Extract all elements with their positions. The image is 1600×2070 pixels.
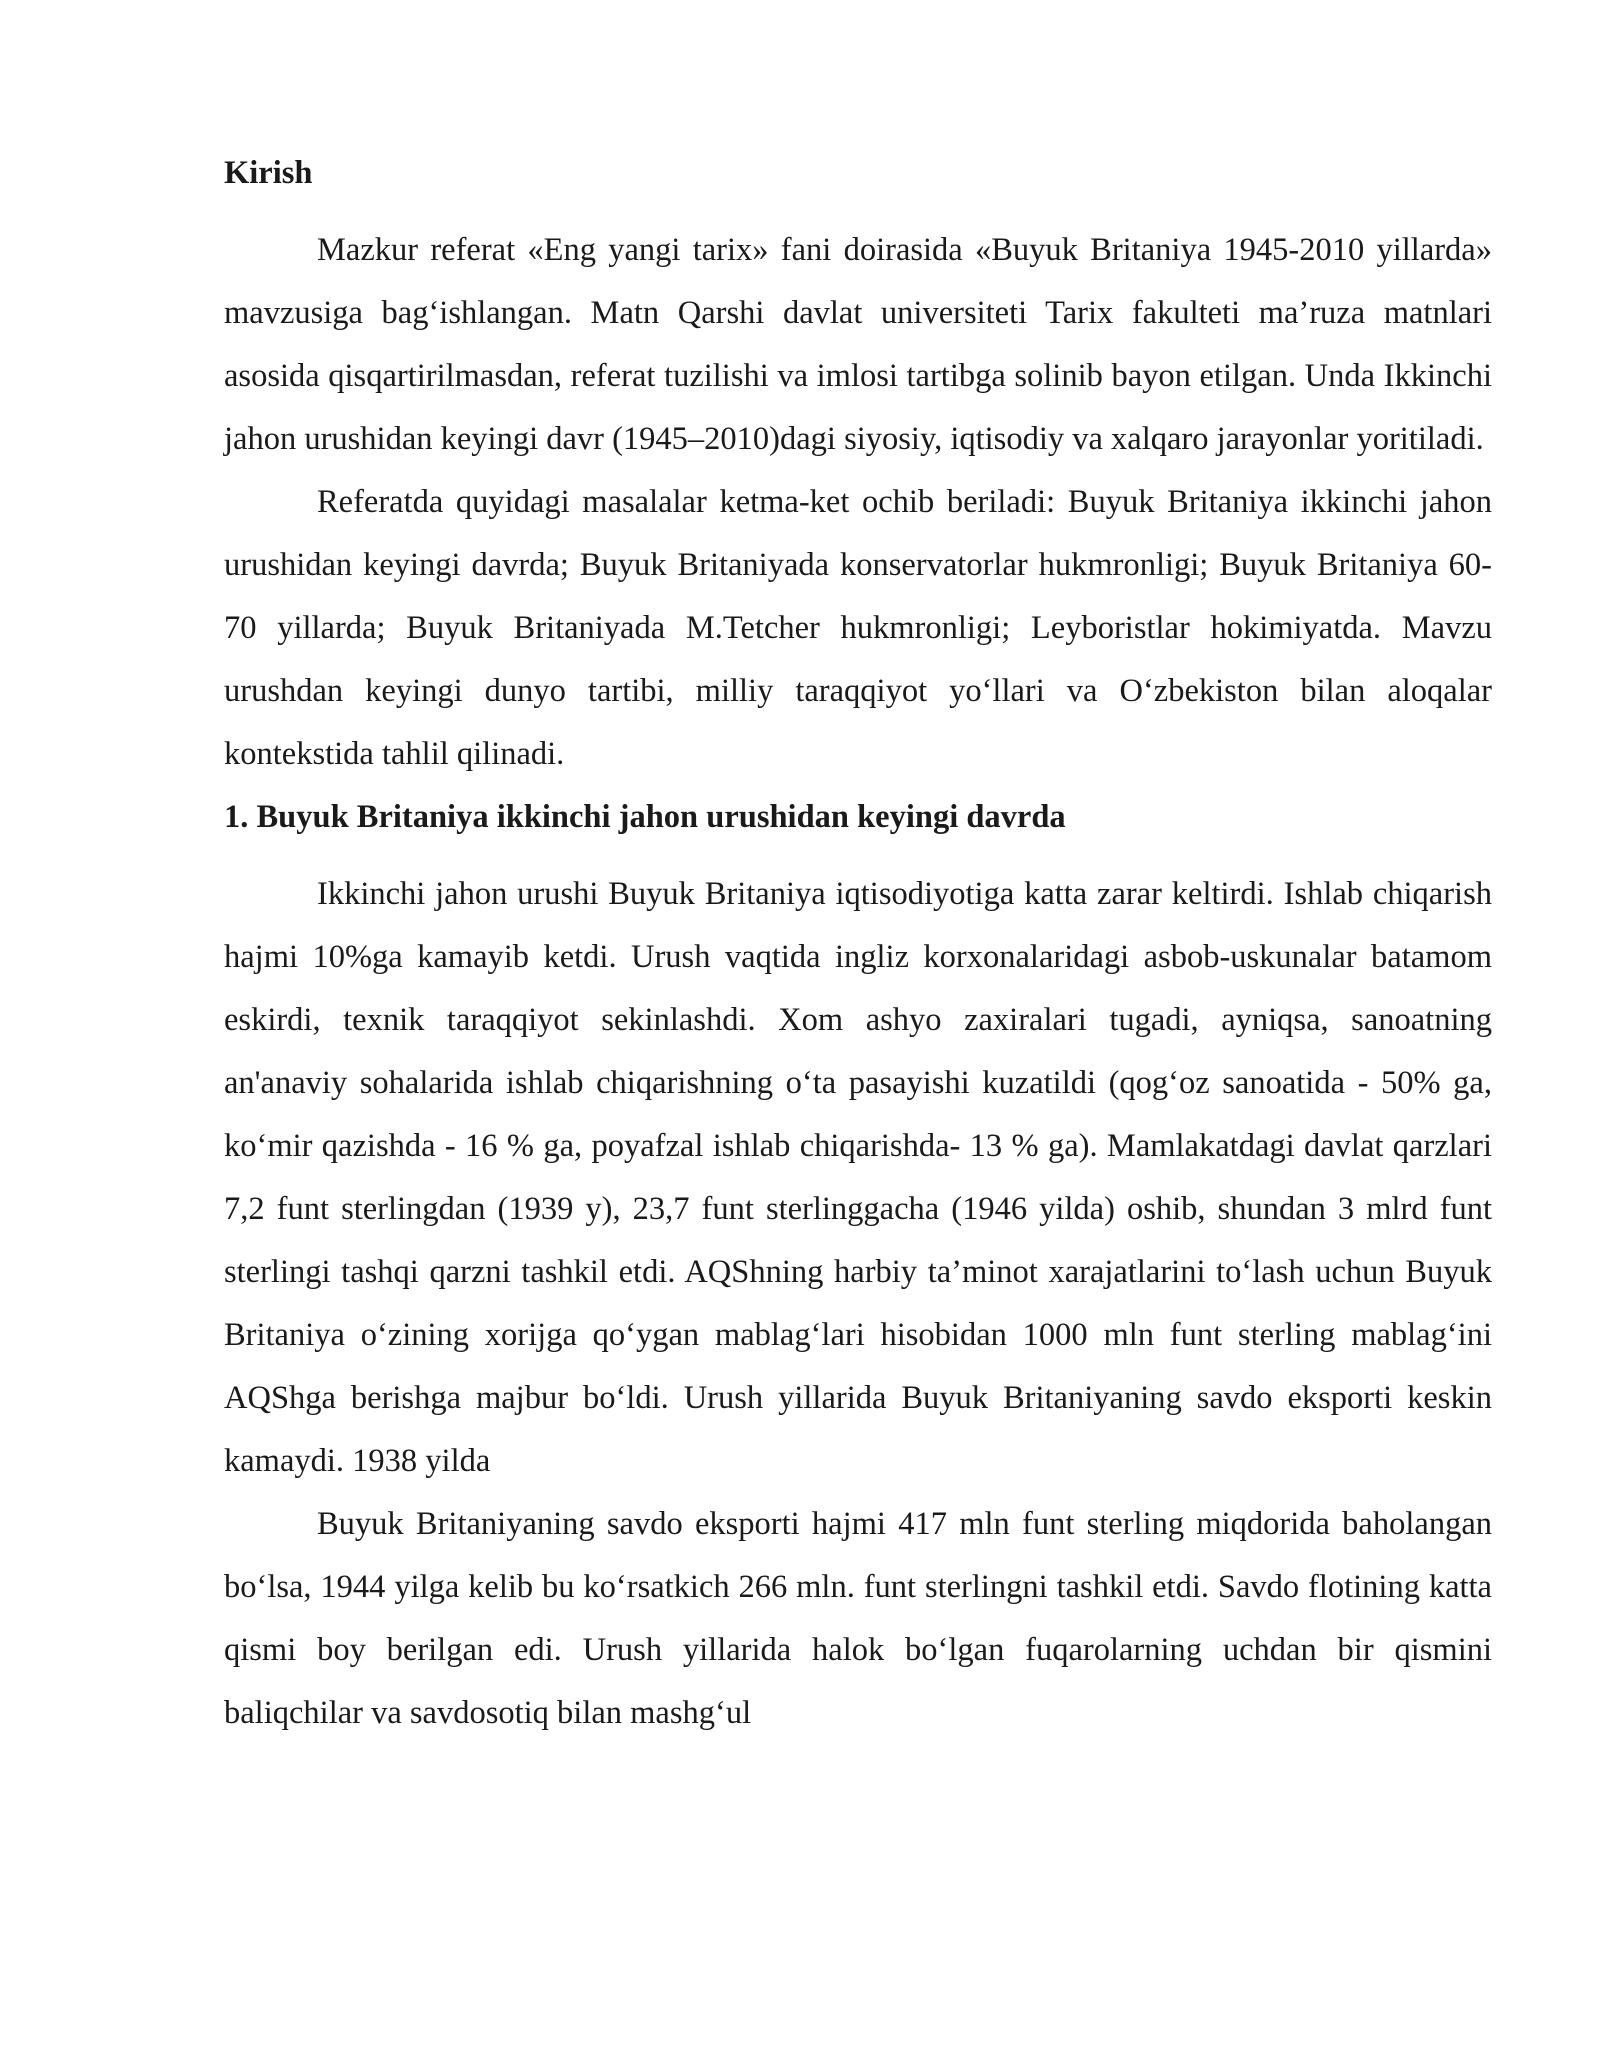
document-body: [224, 142, 1492, 1745]
section-paragraph-1: Ikkinchi jahon urushi Buyuk Britaniya iqtisodiyotiga katta zarar keltirdi. Ishlab chiqarish hajmi 10%ga kamayib ketdi. Urush vaqtida ingliz korxonalaridagi asbob-uskunalar batamom eskirdi, texnik taraqqiyot sekinlashdi. Xom ashyo zaxiralari tugadi, ayniqsa, sanoatning an'anaviy sohalarida ishlab chiqarishning o‘ta pasayishi kuzatildi (qog‘oz sanoatida - 50% ga, ko‘mir qazishda - 16 % ga, poyafzal ishlab chiqarishda- 13 % ga). Mamlakatdagi davlat qarzlari 7,2 funt sterlingdan (1939 y), 23,7 funt sterlinggacha (1946 yilda) oshib, shundan 3 mlrd funt sterlingi tashqi qarzni tashkil etdi. AQShning harbiy ta’minot xarajatlarini to‘lash uchun Buyuk Britaniya o‘zining xorijga qo‘ygan mablag‘lari hisobidan 1000 mln funt sterling mablag‘ini AQShga berishga majbur bo‘ldi. Urush yillarida Buyuk Britaniyaning savdo eksporti keskin kamaydi. 1938 yilda: [224, 876, 1492, 1479]
intro-paragraph-2: Referatda quyidagi masalalar ketma-ket ochib beriladi: Buyuk Britaniya ikkinchi jahon urushidan keyingi davrda; Buyuk Britaniyada konservatorlar hukmronligi; Buyuk Britaniya 60-70 yillarda; Buyuk Britaniyada M.Tetcher hukmronligi; Leyboristlar hokimiyatda. Mavzu urushdan keyingi dunyo tartibi, milliy taraqqiyot yo‘llari va O‘zbekiston bilan aloqalar kontekstida tahlil qilinadi.: [224, 484, 1492, 772]
section-heading: 1. Buyuk Britaniya ikkinchi jahon urushidan keyingi davrda: [224, 799, 1066, 835]
intro-paragraph-1: Mazkur referat «Eng yangi tarix» fani doirasida «Buyuk Britaniya 1945-2010 yillarda» mavzusiga bag‘ishlangan. Matn Qarshi davlat universiteti Tarix fakulteti ma’ruza matnlari asosida qisqartirilmasdan, referat tuzilishi va imlosi tartibga solinib bayon etilgan. Unda Ikkinchi jahon urushidan keyingi davr (1945–2010)dagi siyosiy, iqtisodiy va xalqaro jarayonlar yoritiladi.: [224, 232, 1492, 457]
section-paragraph-2: Buyuk Britaniyaning savdo eksporti hajmi 417 mln funt sterling miqdorida baholangan bo‘lsa, 1944 yilga kelib bu ko‘rsatkich 266 mln. funt sterlingni tashkil etdi. Savdo flotining katta qismi boy berilgan edi. Urush yillarida halok bo‘lgan fuqarolarning uchdan bir qismini baliqchilar va savdosotiq bilan mashg‘ul: [224, 1506, 1492, 1731]
intro-heading: Kirish: [224, 155, 313, 191]
